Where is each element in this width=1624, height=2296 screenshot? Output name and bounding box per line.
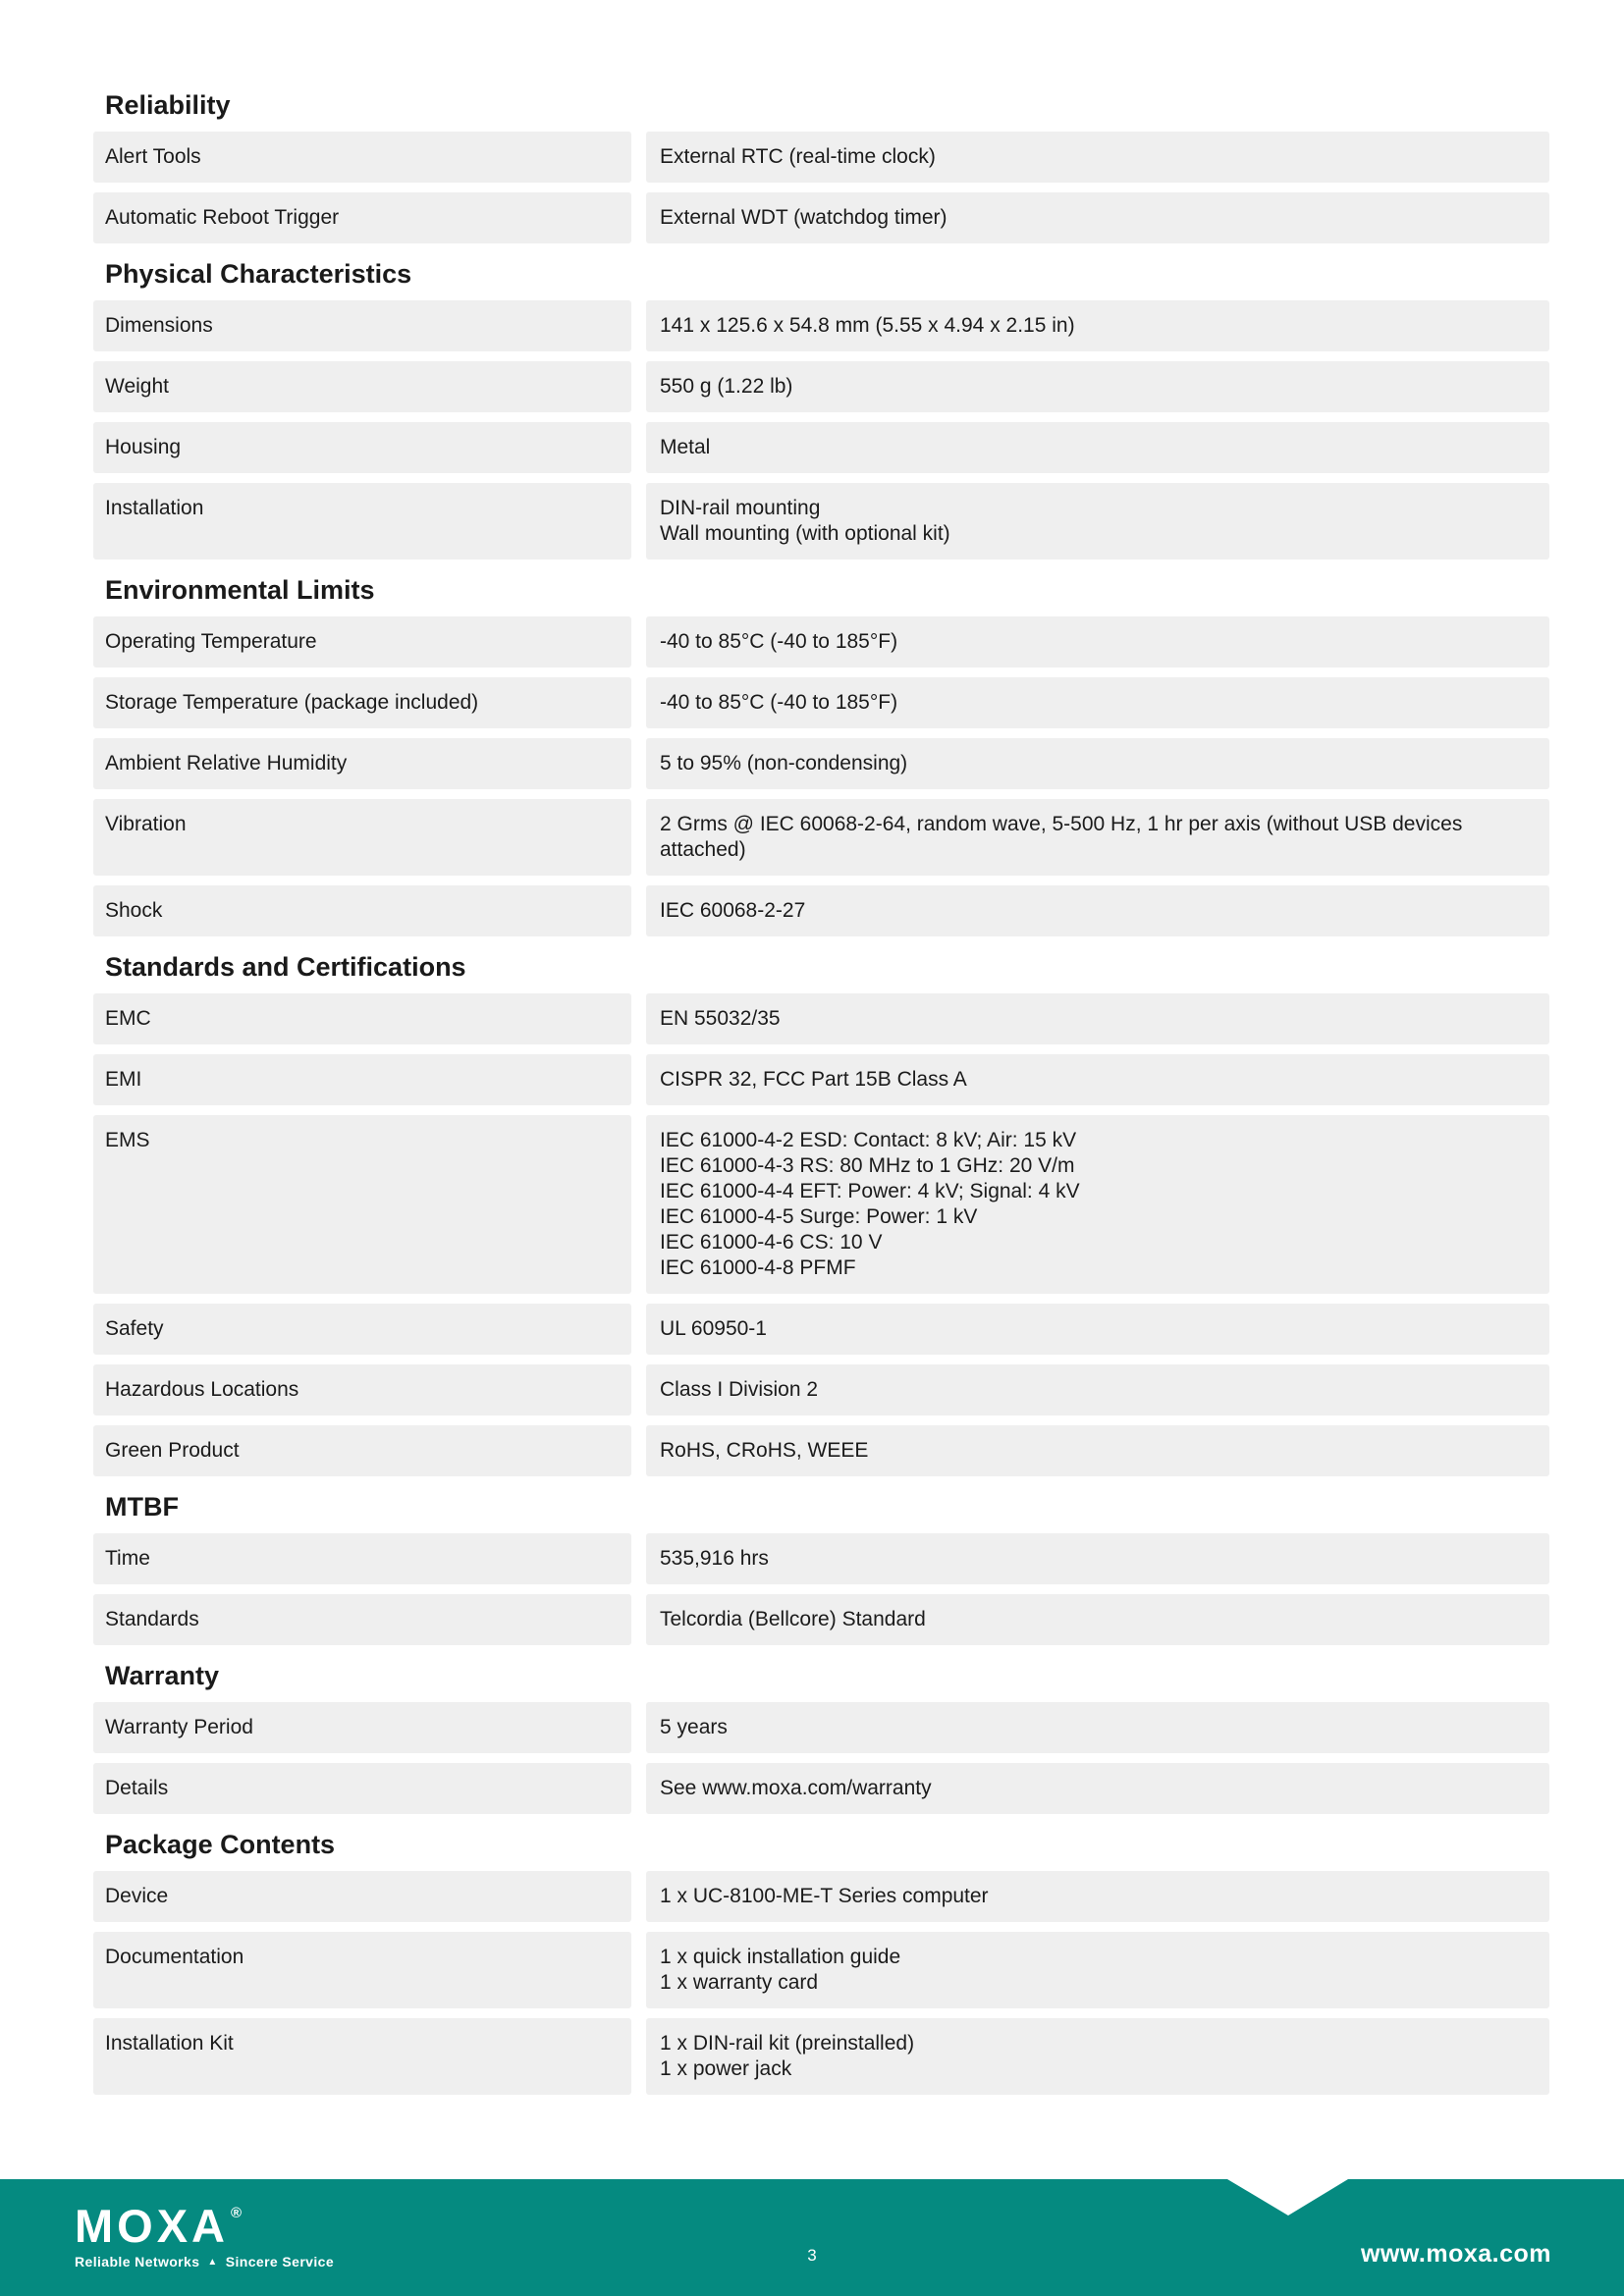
spec-label: Operating Temperature — [93, 616, 631, 667]
spec-section — [93, 573, 1549, 936]
spec-row — [93, 738, 1549, 789]
spec-row — [93, 300, 1549, 351]
spec-label: Warranty Period — [93, 1702, 631, 1753]
spec-row — [93, 1533, 1549, 1584]
spec-row — [93, 885, 1549, 936]
spec-value-line: 535,916 hrs — [660, 1547, 769, 1570]
spec-row — [93, 1304, 1549, 1355]
spec-value-line: 5 to 95% (non-condensing) — [660, 752, 908, 774]
spec-value-line: RoHS, CRoHS, WEEE — [660, 1439, 869, 1462]
spec-value-line: DIN-rail mounting — [660, 497, 821, 519]
spec-value-line: -40 to 85°C (-40 to 185°F) — [660, 691, 898, 714]
spec-label: Hazardous Locations — [93, 1364, 631, 1415]
spec-value — [646, 616, 1549, 667]
spec-value-line: CISPR 32, FCC Part 15B Class A — [660, 1068, 967, 1091]
spec-section — [93, 950, 1549, 1476]
spec-label: EMC — [93, 993, 631, 1044]
spec-value-line: Metal — [660, 436, 711, 458]
logo-tagline — [75, 2254, 334, 2269]
spec-value-line: See www.moxa.com/warranty — [660, 1777, 932, 1799]
section-title: Environmental Limits — [105, 575, 375, 605]
spec-row — [93, 1594, 1549, 1645]
spec-label: Standards — [93, 1594, 631, 1645]
spec-value — [646, 993, 1549, 1044]
tagline-right: Sincere Service — [225, 2254, 335, 2269]
spec-value — [646, 192, 1549, 243]
spec-label: Alert Tools — [93, 132, 631, 183]
spec-value — [646, 2018, 1549, 2095]
triangle-icon: ▲ — [207, 2257, 218, 2268]
logo-wordmark: MOXA — [75, 2200, 229, 2252]
spec-row — [93, 677, 1549, 728]
spec-label: Vibration — [93, 799, 631, 876]
spec-value-line: 1 x UC-8100-ME-T Series computer — [660, 1885, 989, 1907]
spec-row — [93, 1932, 1549, 2008]
spec-value-line: 2 Grms @ IEC 60068-2-64, random wave, 5-500 Hz, 1 hr per axis (without USB devices — [660, 813, 1463, 835]
spec-value-line: 5 years — [660, 1716, 728, 1738]
spec-label: EMI — [93, 1054, 631, 1105]
section-title: Package Contents — [105, 1830, 336, 1859]
spec-label: Storage Temperature (package included) — [93, 677, 631, 728]
spec-section — [93, 257, 1549, 560]
spec-row — [93, 1425, 1549, 1476]
spec-value — [646, 1702, 1549, 1753]
spec-label: Device — [93, 1871, 631, 1922]
spec-row — [93, 799, 1549, 876]
spec-section — [93, 1659, 1549, 1814]
spec-value — [646, 1594, 1549, 1645]
spec-label: Dimensions — [93, 300, 631, 351]
spec-value-line: IEC 61000-4-2 ESD: Contact: 8 kV; Air: 15 kV — [660, 1129, 1077, 1151]
spec-value — [646, 738, 1549, 789]
spec-label: Installation Kit — [93, 2018, 631, 2095]
spec-row — [93, 1364, 1549, 1415]
spec-row — [93, 993, 1549, 1044]
spec-row — [93, 1054, 1549, 1105]
spec-value — [646, 1364, 1549, 1415]
spec-value-line: IEC 61000-4-3 RS: 80 MHz to 1 GHz: 20 V/m — [660, 1154, 1075, 1177]
spec-value — [646, 1115, 1549, 1294]
spec-label: Shock — [93, 885, 631, 936]
spec-label: Housing — [93, 422, 631, 473]
spec-row — [93, 192, 1549, 243]
spec-value — [646, 483, 1549, 560]
spec-section — [93, 88, 1549, 243]
section-title: Reliability — [105, 90, 231, 120]
spec-value-line: 1 x DIN-rail kit (preinstalled) — [660, 2032, 915, 2055]
tagline-left: Reliable Networks — [75, 2254, 200, 2269]
spec-value-line: Telcordia (Bellcore) Standard — [660, 1608, 926, 1630]
spec-section — [93, 1828, 1549, 2095]
spec-label: Automatic Reboot Trigger — [93, 192, 631, 243]
spec-value — [646, 799, 1549, 876]
spec-value-line: EN 55032/35 — [660, 1007, 781, 1030]
spec-value-line: IEC 61000-4-6 CS: 10 V — [660, 1231, 883, 1254]
spec-row — [93, 483, 1549, 560]
spec-value-line: IEC 61000-4-4 EFT: Power: 4 kV; Signal: 4 kV — [660, 1180, 1080, 1202]
spec-label: Weight — [93, 361, 631, 412]
spec-row — [93, 2018, 1549, 2095]
page-footer — [0, 2179, 1624, 2296]
spec-label: Safety — [93, 1304, 631, 1355]
spec-row — [93, 1763, 1549, 1814]
spec-label: Ambient Relative Humidity — [93, 738, 631, 789]
spec-value — [646, 885, 1549, 936]
spec-value-line: IEC 60068-2-27 — [660, 899, 806, 922]
section-title: Warranty — [105, 1661, 220, 1690]
spec-row — [93, 1702, 1549, 1753]
spec-label: Installation — [93, 483, 631, 560]
spec-label: Documentation — [93, 1932, 631, 2008]
spec-row — [93, 616, 1549, 667]
spec-value-line: 1 x power jack — [660, 2057, 792, 2080]
spec-row — [93, 422, 1549, 473]
spec-table — [93, 75, 1549, 2105]
spec-value — [646, 1871, 1549, 1922]
spec-row — [93, 361, 1549, 412]
spec-value — [646, 132, 1549, 183]
spec-value-line: 1 x quick installation guide — [660, 1946, 901, 1968]
spec-value-line: IEC 61000-4-8 PFMF — [660, 1256, 856, 1279]
spec-value — [646, 361, 1549, 412]
spec-value-line: -40 to 85°C (-40 to 185°F) — [660, 630, 898, 653]
section-title: Physical Characteristics — [105, 259, 412, 289]
spec-value-line: 1 x warranty card — [660, 1971, 819, 1994]
spec-value-line: IEC 61000-4-5 Surge: Power: 1 kV — [660, 1205, 978, 1228]
spec-value — [646, 1763, 1549, 1814]
spec-section — [93, 1490, 1549, 1645]
spec-value — [646, 1425, 1549, 1476]
spec-value — [646, 1533, 1549, 1584]
footer-notch-icon — [1227, 2179, 1348, 2216]
section-title: Standards and Certifications — [105, 952, 466, 982]
spec-value — [646, 422, 1549, 473]
spec-label: EMS — [93, 1115, 631, 1294]
spec-value-line: Wall mounting (with optional kit) — [660, 522, 950, 545]
logo-row — [75, 2200, 334, 2252]
spec-value-line: 550 g (1.22 lb) — [660, 375, 793, 398]
spec-row — [93, 132, 1549, 183]
spec-value — [646, 1932, 1549, 2008]
registered-trademark-icon: ® — [231, 2205, 243, 2221]
spec-row — [93, 1871, 1549, 1922]
spec-label: Time — [93, 1533, 631, 1584]
spec-row — [93, 1115, 1549, 1294]
spec-label: Details — [93, 1763, 631, 1814]
spec-value — [646, 1304, 1549, 1355]
section-title: MTBF — [105, 1492, 179, 1522]
spec-label: Green Product — [93, 1425, 631, 1476]
spec-value — [646, 677, 1549, 728]
spec-value-line: Class I Division 2 — [660, 1378, 819, 1401]
spec-value-line: UL 60950-1 — [660, 1317, 767, 1340]
spec-value-line: 141 x 125.6 x 54.8 mm (5.55 x 4.94 x 2.15 in) — [660, 314, 1075, 337]
spec-value — [646, 1054, 1549, 1105]
spec-value-line: External WDT (watchdog timer) — [660, 206, 947, 229]
spec-value-line: External RTC (real-time clock) — [660, 145, 936, 168]
spec-value — [646, 300, 1549, 351]
website-link[interactable]: www.moxa.com — [1360, 2240, 1551, 2268]
spec-value-line: attached) — [660, 838, 746, 861]
page-number: 3 — [807, 2246, 817, 2265]
moxa-logo — [75, 2200, 335, 2269]
